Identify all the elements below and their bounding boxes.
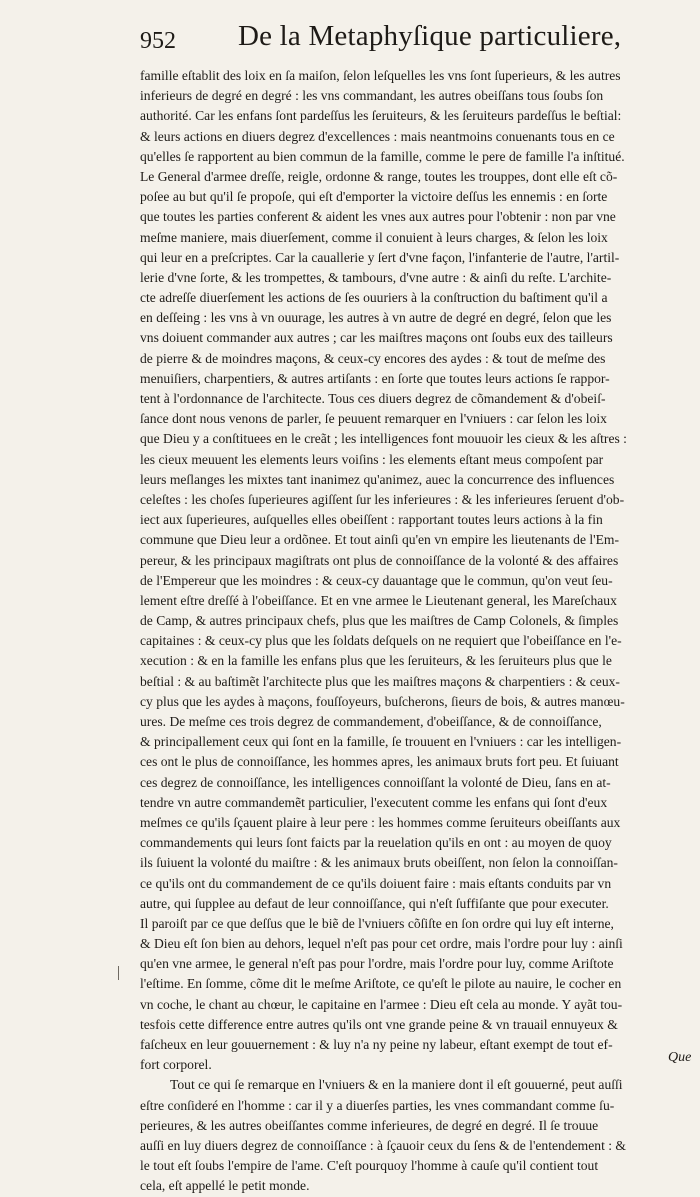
text-line: les cieux meuuent les elements leurs voiſins : les elements eſtant meus compoſent par xyxy=(140,451,604,467)
text-line: leurs meſlanges les mixtes tant inanimez qu'animez, auec la concurrence des influences xyxy=(140,471,615,487)
text-line: de pierre & de moindres maçons, & ceux-cy encores des aydes : & tout de meſme des xyxy=(140,350,606,366)
text-line: lement eſtre dreſſé à l'obeiſſance. Et en vne armee le Lieutenant general, les Mareſchaux xyxy=(140,592,617,608)
text-line: faſcheux en leur gouuernement : & luy n'a ny peine ny labeur, eſtant exempt de tout ef- xyxy=(140,1037,613,1052)
text-line: ces degrez de connoiſſance, les intelligences connoiſſant la volonté de Dieu, ſans en at- xyxy=(140,774,611,790)
text-line: pereur, & les principaux magiſtrats ont plus de connoiſſance de la volonté & des affaires xyxy=(140,552,619,568)
text-line: autre, qui ſupplee au defaut de leur connoiſſance, qui n'eſt ſuffiſante que pour executer. xyxy=(140,895,609,911)
text-line: le tout eſt ſoubs l'empire de l'ame. C'eſt pourquoy l'homme à cauſe qu'il contient tout xyxy=(140,1158,599,1174)
text-line: ſance dont nous venons de parler, ſe peuuent remarquer en l'vniuers : car ſelon les loix xyxy=(140,411,607,427)
text-line: vn coche, le chant au chœur, le capitaine en l'armee : Dieu eſt cela au monde. Y ayãt tou- xyxy=(140,996,623,1012)
text-line: cte adreſſe diuerſement les actions de ſes ouuriers à la conſtruction du baſtiment qu'il a xyxy=(140,290,608,306)
text-line: authorité. Car les enfans ſont pardeſſus les ſeruiteurs, & les ſeruiteurs pardeſſus le beſtial: xyxy=(140,108,622,124)
text-line: ces ont le plus de connoiſſance, les hommes apres, les animaux bruts fort peu. Et ſuiuant xyxy=(140,754,619,770)
text-line: inferieurs de degré en degré : les vns commandant, les autres obeiſſans tous ſoubs ſon xyxy=(140,88,604,104)
text-line: l'eſtime. En ſomme, cõme dit le meſme Ariſtote, ce qu'eſt le pilote au nauire, le cocher en xyxy=(140,976,622,992)
text-line: qu'en vne armee, le general n'eſt pas pour l'ordre, mais l'ordre pour luy, comme Ariſtote xyxy=(140,956,614,972)
text-line: qu'elles ſe rapportent au bien commun de la famille, comme le pere de famille l'a inſtitué. xyxy=(140,148,625,164)
text-line: beſtial : & au baſtimẽt l'architecte plus que les maiſtres maçons & charpentiers : & ceux- xyxy=(140,673,620,689)
page-header xyxy=(140,18,640,62)
text-line: Il paroiſt par ce que deſſus que le biẽ de l'vniuers cõſiſte en ſon ordre qui luy eſt interne, xyxy=(140,915,614,931)
text-line: lerie d'vne ſorte, & les trompettes, & tambours, d'vne autre : & ainſi du reſte. L'archite- xyxy=(140,269,612,285)
text-line: fort corporel. xyxy=(140,1057,212,1073)
text-line: meſme maniere, mais diuerſement, comme il conuient à leurs charges, & ſelon les loix xyxy=(140,229,608,245)
text-line: qui leur en a preſcriptes. Car la cauallerie y ſert d'vne façon, l'infanterie de l'autre, l'artil- xyxy=(140,249,620,265)
text-line: meſmes ce qu'ils ſçauent plaire à leur pere : les hommes comme ſeruiteurs obeiſſants aux xyxy=(140,814,621,830)
text-line: eſtre conſideré en l'homme : car il y a diuerſes parties, les vnes commandant comme ſu- xyxy=(140,1097,615,1113)
text-line: Le General d'armee dreſſe, reigle, ordonne & range, toutes les trouppes, dont elle eſt cõ- xyxy=(140,168,618,184)
text-line: cela, eſt appellé le petit monde. xyxy=(140,1178,310,1194)
text-line: & principallement ceux qui ſont en la famille, ſe trouuent en l'vniuers : car les intelligen- xyxy=(140,734,622,750)
margin-mark xyxy=(118,966,119,980)
text-line: vns doiuent commander aux autres ; car les maiſtres maçons ont ſoubs eux des tailleurs xyxy=(140,330,613,346)
text-line: que toutes les parties conferent & aident les vnes aux autres pour l'obtenir : non par vne xyxy=(140,209,616,225)
text-line: commandements qui leurs ſont faicts par la reuelation qu'ils en ont : au moyen de quoy xyxy=(140,835,612,851)
text-line: que Dieu y a conſtituees en le creãt ; les intelligences font mouuoir les cieux & les aſtres : xyxy=(140,431,627,447)
text-line: tendre vn autre commandemẽt particulier, l'executent comme les enfans qui ſont d'eux xyxy=(140,794,608,810)
text-line: auſſi en luy diuers degrez de connoiſſance : à ſçauoir ceux du ſens & de l'entendement : & xyxy=(140,1137,626,1153)
text-line: de Camp, & autres principaux chefs, plus que les maiſtres de Camp Colonels, & ſimples xyxy=(140,613,619,629)
text-line: commune que Dieu leur a ordõnee. Et tout ainſi qu'en vn empire les lieutenants de l'Em- xyxy=(140,532,620,548)
text-line: xecution : & en la famille les enfans plus que les ſeruiteurs, & les ſeruiteurs plus que le xyxy=(140,653,612,669)
text-line: de l'Empereur que les moindres : & ceux-cy dauantage que le commun, qu'on veut ſeu- xyxy=(140,572,613,588)
body-text xyxy=(140,66,688,1197)
text-line: perieures, & les autres obeiſſantes comme inferieures, de degré en degré. Il ſe trouue xyxy=(140,1117,599,1133)
running-title: De la Metaphyſique particuliere, xyxy=(238,20,622,52)
text-line: & Dieu eſt ſon bien au dehors, lequel n'eſt pas pour cet ordre, mais l'ordre pour luy : ainſi xyxy=(140,936,623,952)
text-line: famille eſtablit des loix en ſa maiſon, ſelon leſquelles les vns ſont ſuperieurs, & les autres xyxy=(140,68,621,83)
text-line: Tout ce qui ſe remarque en l'vniuers & en la maniere dont il eſt gouuerné, peut auſſi xyxy=(170,1077,623,1093)
catchword: Que xyxy=(668,1050,692,1065)
text-line: ce qu'ils ont du commandement de ce qu'ils doiuent faire : mais eſtants conduits par vn xyxy=(140,875,612,891)
text-line: celeſtes : les choſes ſuperieures agiſſent ſur les inferieures : & les inferieures ſeruent d'ob- xyxy=(140,491,625,507)
text-line: ures. De meſme ces trois degrez de commandement, d'obeiſſance, & de connoiſſance, xyxy=(140,714,602,729)
text-line: iect aux ſuperieures, auſquelles elles obeiſſent : rapportant toutes leurs actions à la fin xyxy=(140,512,603,528)
text-line: tent à l'ordonnance de l'architecte. Tous ces diuers degrez de cõmandement & d'obeiſ- xyxy=(140,391,606,406)
text-line: & leurs actions en diuers degrez d'excellences : mais neantmoins conuenants tous en ce xyxy=(140,128,615,144)
text-line: poſee au but qu'il ſe propoſe, qui eſt d'emporter la victoire deſſus les ennemis : en ſorte xyxy=(140,189,608,205)
text-line: en deſſeing : les vns à vn ouurage, les autres à vn autre de degré en degré, ſelon que les xyxy=(140,310,612,326)
page-number: 952 xyxy=(140,28,176,54)
text-line: cy plus que les aydes à maçons, fouſſoyeurs, buſcherons, ſieurs de bois, & autres manœu- xyxy=(140,693,625,709)
text-line: tesfois cette difference entre autres qu'ils ont vne grande peine & vn trauail ennuyeux & xyxy=(140,1016,618,1032)
text-line: ils ſuiuent la volonté du maiſtre : & les animaux bruts obeiſſent, non ſelon la connoiſſan- xyxy=(140,855,618,871)
text-line: menuiſiers, charpentiers, & autres artiſants : en ſorte que toutes leurs actions ſe rappor- xyxy=(140,370,610,386)
text-line: capitaines : & ceux-cy plus que les ſoldats deſquels on ne requiert que l'obeiſſance en l'e- xyxy=(140,633,622,649)
